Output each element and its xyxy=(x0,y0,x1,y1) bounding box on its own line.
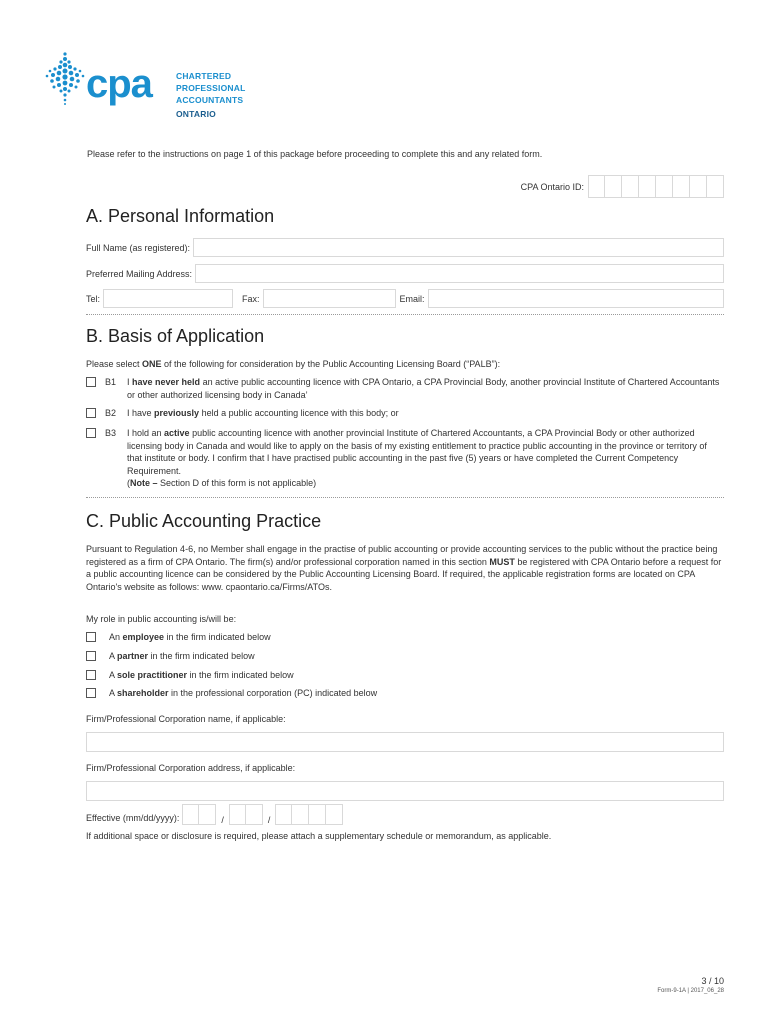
role-option-sole-practitioner xyxy=(86,670,294,680)
option-b2-checkbox[interactable] xyxy=(86,408,96,418)
cpa-id-digit[interactable] xyxy=(639,175,656,198)
date-digit[interactable] xyxy=(229,804,246,825)
firm-address-field[interactable] xyxy=(86,781,724,801)
mailing-address-field[interactable] xyxy=(195,264,724,283)
option-b1 xyxy=(86,376,724,401)
effective-month-input[interactable] xyxy=(182,804,216,825)
option-b1-text: I have never held an active public accounting licence with CPA Ontario, a CPA Provincial Body, another provincial Institute of Chartered Accountants or other authorized licensing body in Canada’ xyxy=(127,377,720,400)
firm-name-field[interactable] xyxy=(86,732,724,752)
mailing-address-row xyxy=(86,264,724,283)
role-partner-text: A partner in the firm indicated below xyxy=(109,651,255,661)
section-c-title: C. Public Accounting Practice xyxy=(86,511,322,531)
role-option-employee xyxy=(86,632,271,642)
cpa-id-digit[interactable] xyxy=(656,175,673,198)
option-b1-code: B1 xyxy=(105,377,117,387)
firm-name-label: Firm/Professional Corporation name, if applicable: xyxy=(86,714,286,724)
date-digit[interactable] xyxy=(275,804,292,825)
effective-date-row xyxy=(86,804,343,825)
logo-line-3: ACCOUNTANTS xyxy=(176,95,244,105)
section-divider xyxy=(86,314,724,315)
cpa-id-digit[interactable] xyxy=(690,175,707,198)
mailing-address-label: Preferred Mailing Address: xyxy=(86,268,193,279)
additional-space-note: If additional space or disclosure is required, please attach a supplementary schedule or memorandum, as applicable. xyxy=(86,831,552,841)
logo-line-2: PROFESSIONAL xyxy=(176,83,246,93)
cpa-id-label: CPA Ontario ID: xyxy=(520,181,584,192)
tel-label: Tel: xyxy=(86,293,101,304)
option-b2-text: I have previously held a public accounting licence with this body; or xyxy=(127,408,399,418)
role-sole-practitioner-checkbox[interactable] xyxy=(86,670,96,680)
role-sole-practitioner-text: A sole practitioner in the firm indicated below xyxy=(109,670,294,680)
date-digit[interactable] xyxy=(182,804,199,825)
option-b3-text: I hold an active public accounting licence with another provincial Institute of Chartered Accountants, a CPA Provincial Body or other authorized licensing body in Canada and would like to apply on the basis of my existing entitlement to practice public accounting in the province or territory of that institute or body. I confirm that I have practised public accounting in the past five (5) years or have completed the Current Competency Requirement. (Note – Section D of this form is not applicable) xyxy=(127,428,707,488)
email-label: Email: xyxy=(399,293,425,304)
date-digit[interactable] xyxy=(292,804,309,825)
date-digit[interactable] xyxy=(326,804,343,825)
option-b1-checkbox[interactable] xyxy=(86,377,96,387)
contact-row xyxy=(86,289,724,308)
section-divider xyxy=(86,497,724,498)
instructions-notice: Please refer to the instructions on page 1 of this package before proceeding to complete this and any related form. xyxy=(87,149,543,159)
cpa-id-digit[interactable] xyxy=(673,175,690,198)
option-b3-code: B3 xyxy=(105,428,117,438)
role-option-shareholder xyxy=(86,688,377,698)
logo-tagline xyxy=(176,70,245,120)
role-shareholder-text: A shareholder in the professional corporation (PC) indicated below xyxy=(109,688,378,698)
cpa-id-group xyxy=(521,175,724,198)
date-separator: / xyxy=(221,815,224,825)
date-digit[interactable] xyxy=(199,804,216,825)
option-b2 xyxy=(86,407,724,420)
effective-date-label: Effective (mm/dd/yyyy): xyxy=(86,813,180,823)
role-shareholder-checkbox[interactable] xyxy=(86,688,96,698)
full-name-row xyxy=(86,238,724,257)
date-separator: / xyxy=(267,815,271,825)
email-field[interactable] xyxy=(428,289,724,308)
section-a-title: A. Personal Information xyxy=(86,206,275,226)
logo-line-1: CHARTERED xyxy=(176,71,232,81)
section-b-intro: Please select ONE of the following for consideration by the Public Accounting Licensing Board (“PALB”): xyxy=(86,359,501,369)
date-digit[interactable] xyxy=(309,804,326,825)
cpa-id-digit[interactable] xyxy=(622,175,639,198)
tel-field[interactable] xyxy=(103,289,233,308)
option-b3-checkbox[interactable] xyxy=(86,428,96,438)
role-employee-checkbox[interactable] xyxy=(86,632,96,642)
logo-wordmark: cpa xyxy=(86,62,152,106)
page-number: 3 / 10 xyxy=(701,976,724,986)
cpa-id-input[interactable] xyxy=(588,175,724,198)
cpa-ontario-logo xyxy=(44,48,264,128)
role-intro: My role in public accounting is/will be: xyxy=(86,614,237,624)
maple-leaf-dots-icon xyxy=(44,48,86,108)
role-employee-text: An employee in the firm indicated below xyxy=(109,632,271,642)
effective-day-input[interactable] xyxy=(229,804,263,825)
cpa-id-digit[interactable] xyxy=(707,175,724,198)
date-digit[interactable] xyxy=(246,804,263,825)
section-b-title: B. Basis of Application xyxy=(86,326,265,346)
form-code: Form-9-1A | 2017_06_28 xyxy=(657,988,724,994)
fax-field[interactable] xyxy=(263,289,396,308)
effective-year-input[interactable] xyxy=(275,804,343,825)
role-partner-checkbox[interactable] xyxy=(86,651,96,661)
cpa-id-digit[interactable] xyxy=(588,175,605,198)
full-name-label: Full Name (as registered): xyxy=(86,242,191,253)
role-option-partner xyxy=(86,651,255,661)
full-name-field[interactable] xyxy=(193,238,724,257)
logo-province: ONTARIO xyxy=(176,109,216,119)
fax-label: Fax: xyxy=(242,293,260,304)
option-b2-code: B2 xyxy=(105,408,117,418)
firm-address-label: Firm/Professional Corporation address, if applicable: xyxy=(86,763,296,773)
option-b3 xyxy=(86,427,724,490)
cpa-id-digit[interactable] xyxy=(605,175,622,198)
section-c-paragraph: Pursuant to Regulation 4-6, no Member shall engage in the practise of public accounting or provide accounting services to the public without the practice being registered as a firm of CPA Ontario. The firm(s) and/or professional corporation named in this section MUST be registered with CPA Ontario before a request for a public accounting licence can be considered by the Public Accounting Licensing Board. If required, the applicable registration forms are located on CPA Ontario's website as follows: www. cpaontario.ca/Firms/ATOs. xyxy=(86,544,722,592)
